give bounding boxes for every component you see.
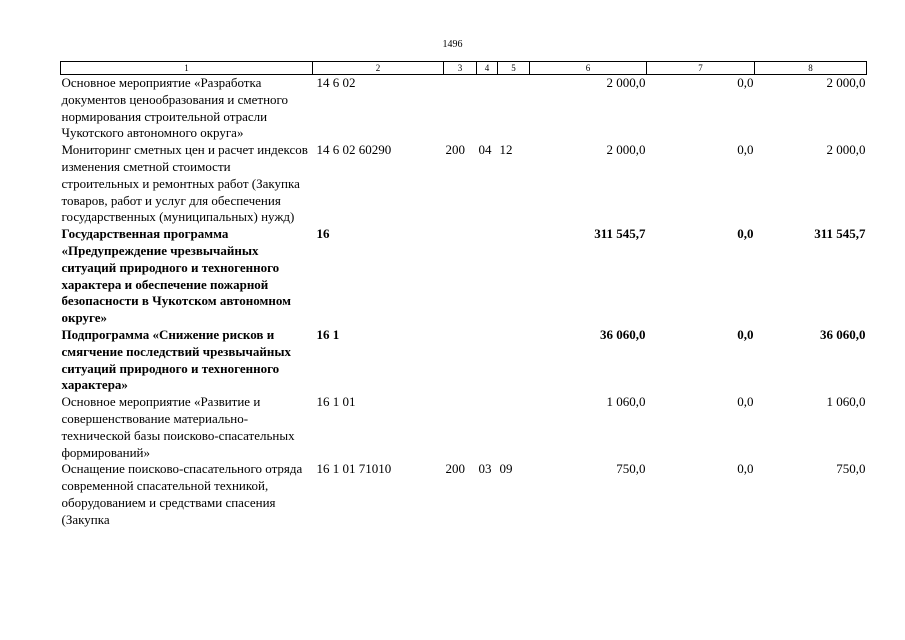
table-row [61,142,867,226]
row-code: 16 1 01 71010 [316,461,392,477]
page-number: 1496 [442,39,463,50]
row-col8: 311 545,7 [814,226,866,242]
row-col7: 0,0 [737,326,754,342]
row-total: 1 060,0 [606,394,646,410]
header-row [61,62,867,75]
row-col8: 2 000,0 [826,142,866,158]
row-col8: 36 060,0 [820,326,866,342]
column-header-1: 1 [61,62,313,75]
row-prz: 12 [499,142,513,158]
table-header [61,62,867,75]
row-col7: 0,0 [737,461,754,477]
row-vr [444,327,477,394]
row-code: 16 [316,226,330,242]
row-col7: 0,0 [737,142,754,158]
row-code: 16 1 [316,326,340,342]
column-header-4: 4 [477,62,498,75]
row-name: Мониторинг сметных цен и расчет индексов изменения сметной стоимости строительных и ремонтных работ (Закупка товаров, работ и услуг для обеспечения государственных (муниципальных) нужд) [61,142,308,225]
row-name: Государственная программа «Предупреждение чрезвычайных ситуаций природного и техногенного характера и обеспечение пожарной безопасности в Чукотском автономном округе» [61,226,291,326]
row-col7: 0,0 [737,226,754,242]
row-col7: 0,0 [737,75,754,90]
row-vr [444,394,477,461]
row-vr [444,75,477,143]
row-total: 311 545,7 [594,226,646,242]
row-vr: 200 [445,142,465,158]
row-prz [498,394,530,461]
row-rz: 04 [478,142,492,158]
column-header-3: 3 [444,62,477,75]
column-header-7: 7 [647,62,755,75]
row-prz [498,327,530,394]
row-total: 750,0 [616,461,646,477]
table-row [61,461,867,528]
row-col8: 2 000,0 [826,75,866,90]
row-col8: 1 060,0 [826,394,866,410]
budget-table [60,61,867,529]
row-code: 16 1 01 [316,394,356,410]
row-rz [477,226,498,327]
row-name: Подпрограмма «Снижение рисков и смягчение последствий чрезвычайных ситуаций природного и техногенного характера» [61,326,291,393]
row-vr [444,226,477,327]
row-prz [498,226,530,327]
row-total: 36 060,0 [600,326,646,342]
row-name: Основное мероприятие «Разработка документов ценообразования и сметного нормирования строительной отрасли Чукотского автономного округа» [61,75,289,141]
row-col8: 750,0 [836,461,866,477]
row-name: Оснащение поисково-спасательного отряда современной спасательной техникой, оборудованием и средствами спасения (Закупка [61,461,303,527]
row-rz [477,394,498,461]
row-col7: 0,0 [737,394,754,410]
row-rz: 03 [478,461,492,477]
column-header-2: 2 [313,62,444,75]
table-row [61,394,867,461]
column-header-8: 8 [755,62,867,75]
row-total: 2 000,0 [606,142,646,158]
table-body [61,75,867,529]
table-row [61,327,867,394]
column-header-6: 6 [530,62,647,75]
row-total: 2 000,0 [606,75,646,90]
row-code: 14 6 02 60290 [316,142,392,158]
row-vr: 200 [445,461,465,477]
row-rz [477,327,498,394]
table-row [61,226,867,327]
row-prz [498,75,530,143]
row-code: 14 6 02 [316,75,356,90]
table-row [61,75,867,143]
row-rz [477,75,498,143]
row-prz: 09 [499,461,513,477]
row-name: Основное мероприятие «Развитие и совершенствование материально-технической базы поисково-спасательных формирований» [61,394,295,460]
column-header-5: 5 [498,62,530,75]
